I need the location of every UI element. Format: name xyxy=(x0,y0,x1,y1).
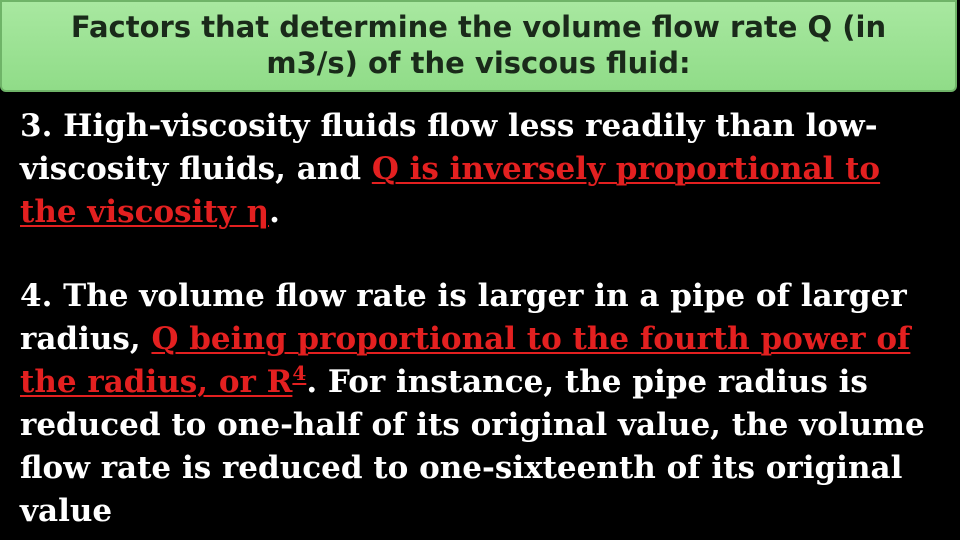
point-4-rest: . For instance, the pipe radius is reduced to one-half of its original value, the volume flow rate is reduced to one-sixteenth of its original value xyxy=(20,364,925,529)
point-3-highlight: Q is inversely proportional to the viscosity η xyxy=(20,151,881,230)
point-4-superscript: 4 xyxy=(292,361,307,385)
point-4-text: 4. The volume flow rate is larger in a pipe of larger radius, xyxy=(20,278,907,357)
slide-title xyxy=(29,9,929,81)
title-line-2: m3/s) of the viscous fluid: xyxy=(266,46,691,80)
point-4-highlight: Q being proportional to the fourth power of the radius, or R xyxy=(20,321,911,400)
point-3-text: 3. High-viscosity fluids flow less readily than low-viscosity fluids, and xyxy=(20,108,878,187)
title-line-1: Factors that determine the volume flow rate Q (in xyxy=(70,10,887,44)
point-3-paragraph xyxy=(20,105,945,234)
point-4-paragraph xyxy=(20,275,945,533)
title-banner xyxy=(0,0,957,92)
point-3-end: . xyxy=(269,194,280,230)
